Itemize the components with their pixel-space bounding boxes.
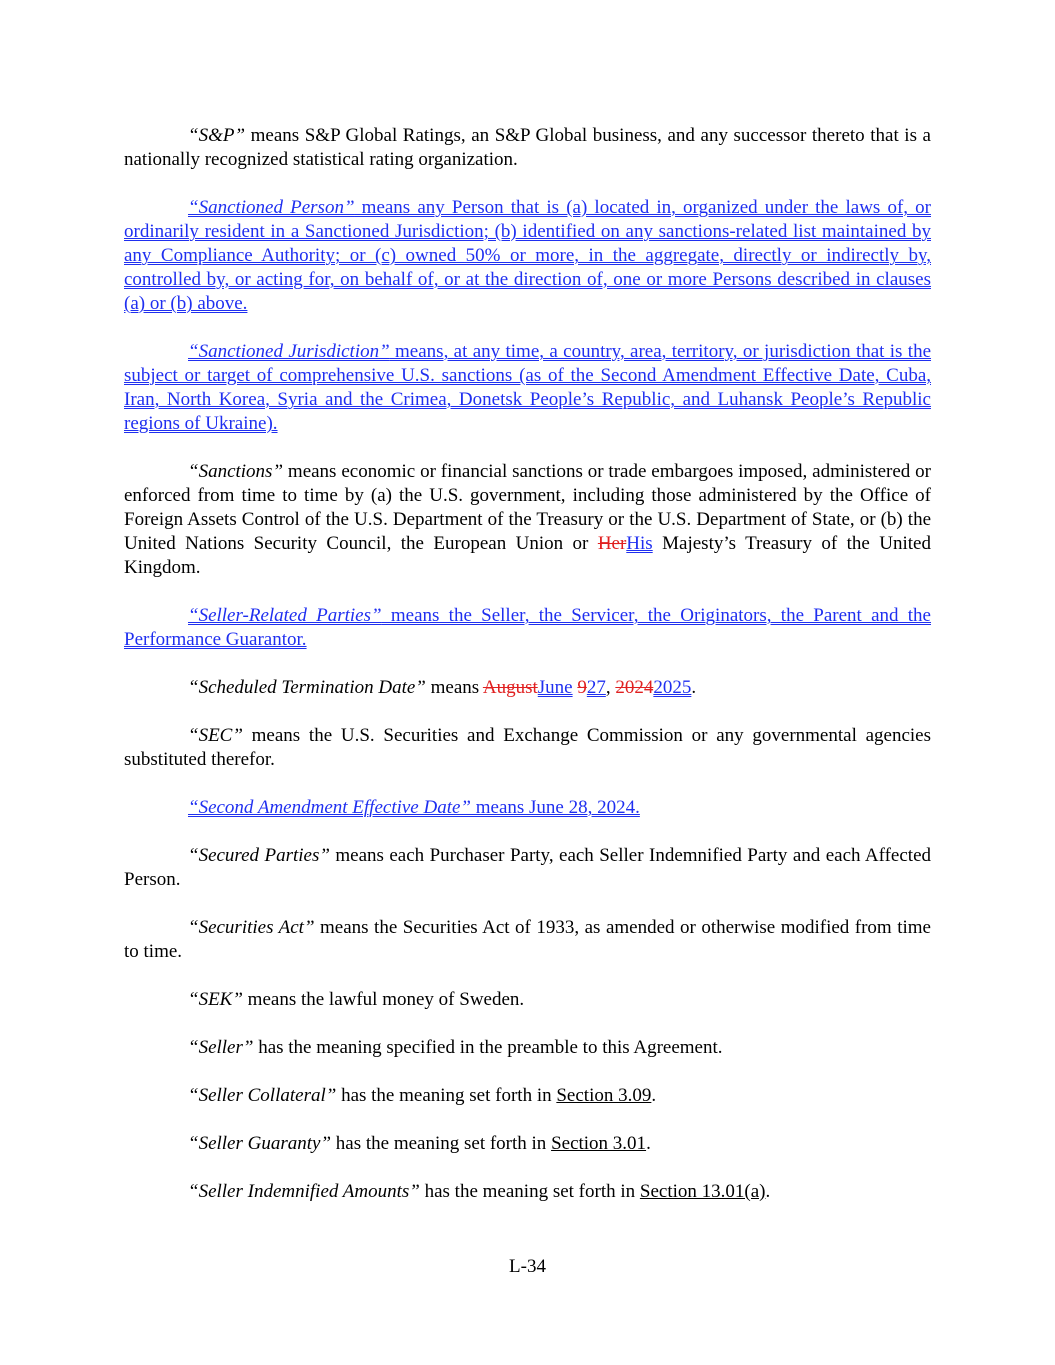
- section-reference: Section 3.01: [551, 1133, 647, 1154]
- defined-term: “Securities Act”: [188, 917, 315, 938]
- inserted-text: [124, 341, 931, 434]
- deleted-text: Her: [597, 533, 627, 554]
- defined-term: “Seller Collateral”: [188, 1085, 337, 1106]
- definition-text: means June 28, 2024.: [471, 797, 640, 818]
- definition-sec: [124, 724, 931, 772]
- defined-term: “Secured Parties”: [188, 845, 330, 866]
- inserted-text: [124, 605, 931, 650]
- definition-seller: [124, 1036, 931, 1060]
- definition-text: means the Seller, the Servicer, the Originators, the Parent and the Performance Guarantor.: [124, 605, 931, 650]
- definition-text: has the meaning set forth in: [336, 1085, 557, 1106]
- definition-scheduled-termination-date: [124, 676, 931, 700]
- definition-text: means S&P Global Ratings, an S&P Global business, and any successor thereto that is a nationally recognized statistical rating organization.: [124, 125, 931, 170]
- defined-term: “Seller Indemnified Amounts”: [188, 1181, 420, 1202]
- definition-seller-indemnified-amounts: [124, 1180, 931, 1204]
- definition-text: means, at any time, a country, area, territory, or jurisdiction that is the subject or target of comprehensive U.S. sanctions (as of the Second Amendment Effective Date, Cuba, Iran, North Korea, Syria and the Crimea, Donetsk People’s Republic, and Luhansk People’s Republic regions of Ukraine).: [124, 341, 932, 434]
- definition-secured-parties: [124, 844, 931, 892]
- definition-sanctions: [124, 460, 931, 580]
- definition-sanctioned-jurisdiction: [124, 340, 931, 436]
- section-reference: Section 13.01(a): [639, 1181, 766, 1202]
- deleted-year: 2024: [615, 677, 654, 698]
- period-text: .: [646, 1133, 651, 1154]
- definition-seller-related-parties: [124, 604, 931, 652]
- defined-term: “Scheduled Termination Date”: [188, 677, 426, 698]
- definition-seller-collateral: [124, 1084, 931, 1108]
- definition-second-amendment-effective-date: [124, 796, 931, 820]
- period-text: .: [691, 677, 697, 698]
- definition-text: means any Person that is (a) located in, organized under the laws of, or ordinarily resident in a Sanctioned Jurisdiction; (b) identified on any sanctions-related list maintained by any Compliance Authority; or (c) owned 50% or more, in the aggregate, directly or indirectly by, controlled by, or acting for, on behalf of, or at the direction of, one or more Persons described in clauses (a) or (b) above.: [124, 197, 931, 314]
- definition-text: means the U.S. Securities and Exchange Commission or any governmental agencies substituted therefor.: [124, 725, 931, 770]
- inserted-text: [124, 197, 931, 314]
- definition-text: has the meaning set forth in: [419, 1181, 640, 1202]
- section-reference: Section 3.09: [556, 1085, 652, 1106]
- page-number: L-34: [509, 1256, 546, 1277]
- period-text: .: [765, 1181, 771, 1202]
- definition-sek: [124, 988, 931, 1012]
- defined-term: “SEC”: [188, 725, 243, 746]
- inserted-year: 2025: [653, 677, 692, 698]
- defined-term: “SEK”: [188, 989, 243, 1010]
- definition-text-tail: Majesty’s Treasury of the United Kingdom.: [124, 533, 931, 578]
- deleted-month: August: [482, 677, 538, 698]
- defined-term: “Sanctioned Jurisdiction”: [188, 341, 390, 362]
- defined-term: “Sanctioned Person”: [188, 197, 355, 218]
- period-text: .: [651, 1085, 657, 1106]
- defined-term: “Seller-Related Parties”: [188, 605, 382, 626]
- definition-securities-act: [124, 916, 931, 964]
- comma-text: ,: [605, 677, 616, 698]
- deleted-day: 9: [577, 677, 587, 698]
- definition-text: means the Securities Act of 1933, as amended or otherwise modified from time to time.: [124, 917, 931, 962]
- inserted-text: [188, 797, 640, 818]
- definition-text: means: [425, 677, 483, 698]
- definition-sp: [124, 124, 931, 172]
- defined-term: “Seller”: [188, 1037, 254, 1058]
- definition-text: means each Purchaser Party, each Seller Indemnified Party and each Affected Person.: [124, 845, 932, 890]
- definition-seller-guaranty: [124, 1132, 931, 1156]
- inserted-text: His: [626, 533, 653, 554]
- definition-text: means the lawful money of Sweden.: [242, 989, 525, 1010]
- inserted-month: June: [537, 677, 573, 698]
- definition-text: means economic or financial sanctions or trade embargoes imposed, administered or enforced from time to time by (a) the U.S. government, including those administered by the Office of Foreign Assets Control of the U.S. Department of the Treasury or the U.S. Department of State, or (b) the United Nations Security Council, the European Union or: [124, 461, 931, 554]
- defined-term: “Seller Guaranty”: [188, 1133, 332, 1154]
- definition-text: has the meaning specified in the preamble to this Agreement.: [253, 1037, 723, 1058]
- defined-term: “S&P”: [188, 125, 246, 146]
- document-page: [124, 124, 931, 1228]
- defined-term: “Sanctions”: [188, 461, 284, 482]
- defined-term: “Second Amendment Effective Date”: [188, 797, 471, 818]
- definition-sanctioned-person: [124, 196, 931, 316]
- definition-text: has the meaning set forth in: [331, 1133, 552, 1154]
- inserted-day: 27: [586, 677, 606, 698]
